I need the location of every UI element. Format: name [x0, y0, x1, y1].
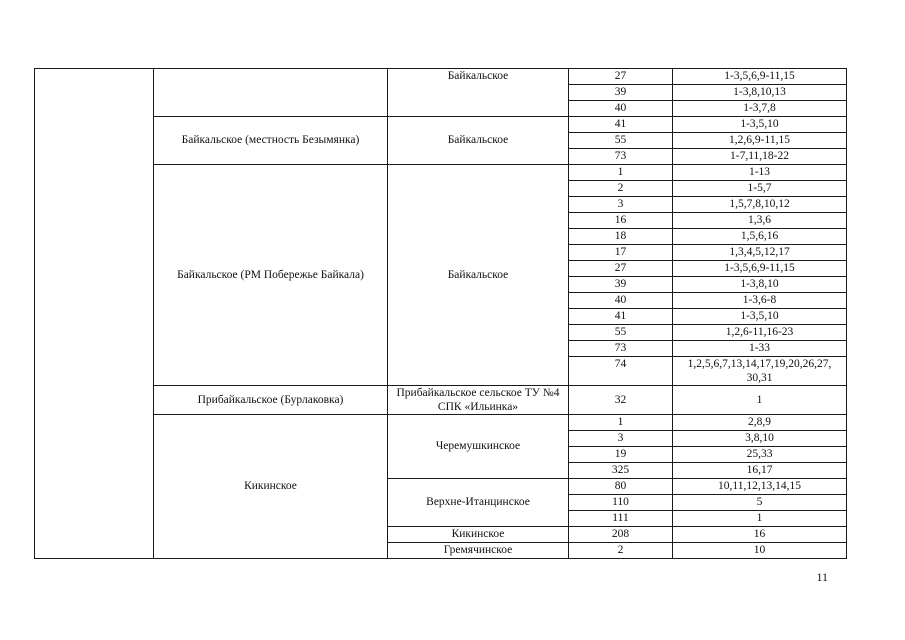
- plots-cell: 1,2,6,9-11,15: [673, 133, 847, 149]
- quarter-cell: 19: [569, 447, 673, 463]
- table-row: [35, 165, 847, 181]
- quarter-cell: 80: [569, 479, 673, 495]
- plots-cell: 1,3,6: [673, 213, 847, 229]
- forestry-cell: Байкальское: [388, 117, 569, 165]
- plots-cell: 1-3,5,10: [673, 309, 847, 325]
- plots-cell: 1: [673, 386, 847, 415]
- plots-cell: 1-33: [673, 341, 847, 357]
- table-row: [35, 69, 847, 85]
- quarter-cell: 41: [569, 309, 673, 325]
- plots-cell: 1,3,4,5,12,17: [673, 245, 847, 261]
- plots-cell: 5: [673, 495, 847, 511]
- quarter-cell: 17: [569, 245, 673, 261]
- plots-cell: 3,8,10: [673, 431, 847, 447]
- plots-cell: 16,17: [673, 463, 847, 479]
- quarter-cell: 325: [569, 463, 673, 479]
- quarter-cell: 39: [569, 277, 673, 293]
- quarter-cell: 39: [569, 85, 673, 101]
- plots-cell: 1-3,8,10,13: [673, 85, 847, 101]
- quarter-cell: 55: [569, 325, 673, 341]
- forestry-cell: Кикинское: [388, 527, 569, 543]
- quarter-cell: 73: [569, 149, 673, 165]
- quarter-cell: 3: [569, 197, 673, 213]
- plots-cell: 16: [673, 527, 847, 543]
- settlement-cell: Кикинское: [154, 415, 388, 559]
- quarter-cell: 3: [569, 431, 673, 447]
- forestry-cell: Верхне-Итанцинское: [388, 479, 569, 527]
- quarter-cell: 40: [569, 293, 673, 309]
- table-row: [35, 386, 847, 415]
- quarter-cell: 111: [569, 511, 673, 527]
- empty-number-cell: [35, 69, 154, 559]
- quarter-cell: 40: [569, 101, 673, 117]
- plots-cell: 1: [673, 511, 847, 527]
- quarter-cell: 1: [569, 165, 673, 181]
- plots-cell: 2,8,9: [673, 415, 847, 431]
- plots-cell: 1-5,7: [673, 181, 847, 197]
- forestry-cell: Черемушкинское: [388, 415, 569, 479]
- quarter-cell: 55: [569, 133, 673, 149]
- quarter-cell: 73: [569, 341, 673, 357]
- plots-cell: 1-3,5,10: [673, 117, 847, 133]
- plots-cell: 10: [673, 543, 847, 559]
- plots-cell: 1,5,6,16: [673, 229, 847, 245]
- plots-cell: 1,2,6-11,16-23: [673, 325, 847, 341]
- settlement-cell: Прибайкальское (Бурлаковка): [154, 386, 388, 415]
- plots-cell: 1-7,11,18-22: [673, 149, 847, 165]
- settlement-cell: Байкальское (местность Безымянка): [154, 117, 388, 165]
- table-row: [35, 117, 847, 133]
- settlement-cell: Байкальское (РМ Побережье Байкала): [154, 165, 388, 386]
- plots-cell: 1,2,5,6,7,13,14,17,19,20,26,27, 30,31: [673, 357, 847, 386]
- plots-cell: 25,33: [673, 447, 847, 463]
- quarter-cell: 27: [569, 69, 673, 85]
- plots-cell: 1-3,5,6,9-11,15: [673, 261, 847, 277]
- quarter-cell: 27: [569, 261, 673, 277]
- table-body: [35, 69, 847, 559]
- forest-plots-table: [34, 68, 847, 559]
- quarter-cell: 1: [569, 415, 673, 431]
- plots-cell: 1-13: [673, 165, 847, 181]
- quarter-cell: 208: [569, 527, 673, 543]
- plots-cell: 1-3,7,8: [673, 101, 847, 117]
- page-number: 11: [816, 570, 828, 584]
- plots-cell: 1-3,8,10: [673, 277, 847, 293]
- quarter-cell: 32: [569, 386, 673, 415]
- plots-cell: 1-3,6-8: [673, 293, 847, 309]
- forestry-cell: Гремячинское: [388, 543, 569, 559]
- plots-cell: 1-3,5,6,9-11,15: [673, 69, 847, 85]
- plots-cell: 10,11,12,13,14,15: [673, 479, 847, 495]
- plots-cell: 1,5,7,8,10,12: [673, 197, 847, 213]
- forestry-cell: Прибайкальское сельское ТУ №4 СПК «Ильинка»: [388, 386, 569, 415]
- quarter-cell: 16: [569, 213, 673, 229]
- forestry-cell: Байкальское: [388, 165, 569, 386]
- quarter-cell: 110: [569, 495, 673, 511]
- quarter-cell: 2: [569, 181, 673, 197]
- settlement-cell: [154, 69, 388, 117]
- quarter-cell: 41: [569, 117, 673, 133]
- forestry-cell: Байкальское: [388, 69, 569, 117]
- quarter-cell: 18: [569, 229, 673, 245]
- quarter-cell: 2: [569, 543, 673, 559]
- table-row: [35, 415, 847, 431]
- quarter-cell: 74: [569, 357, 673, 386]
